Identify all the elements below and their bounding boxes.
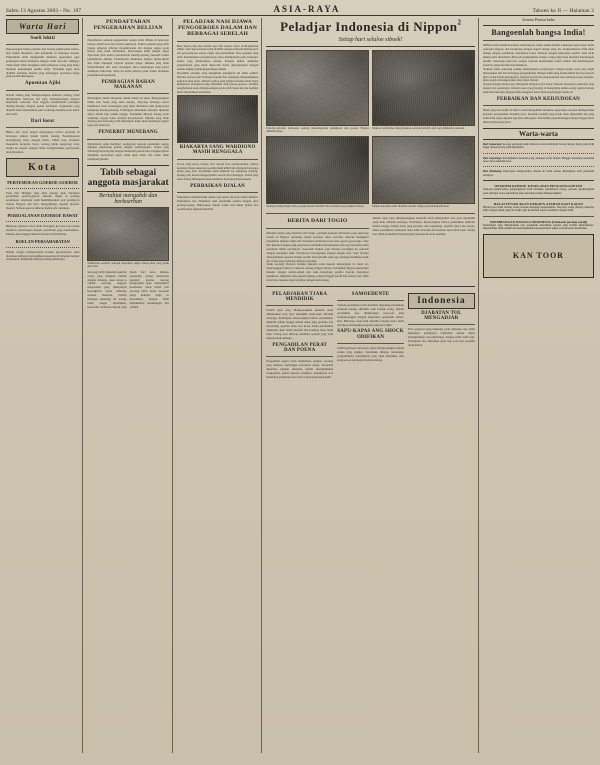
col3-head-2: RIAKARYA SANG WARDIONO MASIH RENGGALA: [179, 145, 256, 156]
col1-section-0-title: Soeli lekiti: [30, 36, 56, 41]
col2-head-3: PENERBIT MENEBANG: [98, 130, 158, 136]
col3-photo: [177, 95, 258, 143]
sapu-kapas-head: SAPU-KAPAS ANG SHOCK ODIFIKAN: [337, 329, 404, 340]
column-3: [177, 18, 262, 753]
pengadilan-head: PENGADILAN PERAT DAN POENA: [272, 342, 328, 353]
column-2: [87, 18, 172, 753]
feature-title-sup: 2: [457, 18, 461, 27]
col1-section-2-text: Berita dari loear negeri menjatakan bahwa keadaan di beberapa tempat masih belum tenang. Pertempoeran berlangsung terus dengan hebat. Pihak jang bertahan menderita kerugian besar, sedang pihak penjerang terus madju ke moeka dengan tidak menghiraukan perlawanan jang diberikan.: [6, 130, 80, 154]
djabatan-head: DJABATAN TOL MENGADJAR: [421, 310, 462, 322]
column-1: [6, 18, 83, 753]
warta-item-2: [483, 170, 594, 177]
col3-head-1: PELADJAR NASI DJAWA PENGOEROES DALAM DAN BERBAGAI SEBELAH: [178, 19, 258, 37]
warta-item-1-text: Pertundjukan kesenian jang diadakan pada malam Minggu mendapat perhatian besar dari penduduk kota.: [482, 156, 595, 163]
feature-photo-2-caption: Waktoe beristirahat dipergunakan oentoek berlatih olah raga dihalaman sekolah.: [372, 126, 465, 130]
column-4-feature: [266, 18, 479, 753]
peladjaran-text: Dalam rapat jang dilangsoengkan kemarin telah dibitjarakan soal tjara mendidik anak-anak didalam keluarga. Pembitjara menerangkan bahwa pendidikan didalam rumah tangga adalah dasar jang pertama dan terpenting. Apabila dasar itoe koeat, maka pendidikan disekolah akan lebih moedah dan hasilnja akan lebih baik. Orang toea diharap memberi tjontoh jang baik kepada anak-anaknja.: [266, 308, 334, 340]
perbaikan-head: PERBAIKAN DAN KEDJUDOEAN: [496, 96, 580, 102]
box-item-0-text: Oentoek memberantas pengangguran telah diadakan pendaftaran tenaga oentoek dipekerdjakan pada pelbagai roepa pekerdjaan jang sekarang sedang dilangsoengkan.: [482, 188, 595, 195]
warta-warta-head: Warta-warta: [483, 128, 594, 140]
kota-item-0-title: PERTEMOEAN GOEROE-GOEROE: [7, 179, 79, 185]
feature-photo-3: [266, 136, 369, 204]
warta-hari-logo: Warta Hari: [6, 19, 79, 34]
masthead-title: ASIA-RAYA: [273, 4, 341, 14]
column-5: [483, 18, 594, 753]
peladjaran-head: PELADJARAN TJARA MENDIDIK: [272, 291, 328, 303]
kota-item-2-title: BOELAN PERSAHABATAN: [15, 238, 70, 244]
box-item-1-text: Pinjam-pasa telah bersiap sedia oentoek mendjaga keselamatan. Tiap-tiap orang diharap bekerdja sama dengan pihak jang berwadjib agar keamanan dapat terpelihara dengan baik.: [482, 206, 595, 213]
col3-text-3: Toean jang baroe datang dari daerah itoe mentjeritakan, bahwa keadaan disana sekarang soedah djauh lebih baik daripada beberapa bulan jang lalu. Penduduk telah kembali ke kampung masing-masing dan mulai mengerdjakan sawah dan ladangnja. Panen jang akan datang diharapkan akan memberi hasil jang memuaskan.: [176, 161, 259, 182]
kota-item-1-title: PERDJALANAN DJOEROE RAWAT: [7, 213, 78, 219]
bangoenlah-headline: Bangoenlah bangsa India!: [491, 28, 586, 37]
box-item-0-head: OEMOEM KOMOE: KESELATAN PENGANGGOETAN: [494, 184, 583, 189]
seroean-kicker: Seroean Poetera India: [522, 18, 555, 22]
tabib-photo-caption: Pemberian soeloeh oentoek keperluan rakjat didesa-desa jang djauh dari kota.: [87, 260, 169, 269]
warta-item-2-text: Pekerdjaan memperbaiki saluran air telah selesai dikerdjakan oleh penduduk setempat.: [482, 170, 595, 177]
kota-item-1-text: Beberapa djoeroe rawat telah berangkat ke loear kota untuk memberi pertolongan kepada penduduk jang memerlukan. Mereka akan tinggal disana beberapa hari lamanja.: [6, 224, 80, 236]
djabatan-text: Para pegawai jang bekerdja pada djabatan itoe telah mendapat peladjaran tambahan supaja dapat mendjalankan kewadjibannja dengan lebih baik lagi. Peladjaran itoe diberikan pada tiap sore hari sesudah djam kantor.: [407, 327, 475, 347]
box-item-1-head: BALAI TENAH AKAN KEROEN AJAHAN KAFI KAFAN: [493, 202, 584, 207]
box-item-2-text: Sumbangan jang dikumpulkan dari penduduk diserahkan kepada jang berhak menerimanja. Djoemlahnja tidak sedikit dan menundjukkan besarnja hasrat rakjat oentoek ikoet membantu.: [482, 223, 595, 231]
col3-head-3: PERBAIKAN DJALAN: [190, 184, 245, 190]
tabib-subhead: Bertabiat mengabdi dan berkoerban: [99, 192, 158, 205]
feature-subtitle: Setiap hari selaloe siboek!: [338, 37, 403, 43]
col2-head-2: PEMBAGIAN BAHAN MAKANAN: [101, 79, 155, 90]
tabib-headline: Tabib sebagai anggota masjarakat: [87, 165, 168, 192]
feature-photo-row-2: [266, 136, 475, 210]
col3-text-2: Djoemlah peladjar jang mengikuti peladjaran ini tidak sedikit. Mereka berasal dari berbagai daerah dan semuanja menundjukkan kegiatan jang besar. Dalam waktoe jang singkat mereka telah dapat menguasai peladjaran jang diberikan oleh goeroe-goeroe. Oedjian penghabisan akan dilangsoengkan pada achir bulan ini dan hasilnja akan diumumkan kemudian.: [176, 70, 259, 95]
feature-title: Peladjar Indonesia di Nippon: [280, 19, 458, 34]
pengadilan-text: Pengadilan negeri telah memeriksa perkara seorang jang didakwa melanggar peraturan harga. Sesoedah diperiksa dengan saksama, hakim mendjatuhkan hoekoeman denda kepada terdakwa. Keputusan itoe mendapat perhatian besar dari orang banjak jang hadir.: [266, 359, 334, 379]
warta-item-2-title: Dari Bandoeng: [482, 170, 502, 174]
page-columns: [6, 18, 594, 753]
tabib-article-text: Seorang tabib bukanlah sekedar orang jang mentjari nafkah dengan ilmunja, akan tetapi ia adalah seorang anggota masjarakat jang mempunjai kewadjiban besar terhadap sesama manusia. Dalam keadaan sekarang ini tenaga tabib sangat diperlukan, teroetama didaerah-daerah jang djauh dari kota, dimana penduduk sering menderita penjakit karena kurang mengetahui tjara memelihara kesehatan. Oleh sebab itoe seorang tabib harus bersedia pergi kemana sadja ia diperlukan, dengan tidak memikirkan keuntungan diri sendiri.: [87, 269, 169, 309]
feature-photo-1-caption: Peladjar-peladjar Indonesia sedang mendengarkan peladjaran dari goeroe Nippon didalam kelas.: [266, 126, 370, 134]
sapu-kapas-text: Pembagian kain dan kapas akan dilangsoengkan dalam waktu jang singkat. Penduduk diharap menunggu pengumuman selandjutnja jang akan diberikan oleh pengoeroes kampung masing-masing.: [337, 345, 404, 362]
feature-right-text: Dalam rapat jang dilangsoengkan kemarin telah dibitjarakan soal tjara mendidik anak-anak didalam keluarga. Pembitjara menerangkan bahwa pendidikan didalam rumah tangga adalah dasar jang pertama dan terpenting. Apabila dasar itoe koeat, maka pendidikan disekolah akan lebih moedah dan hasilnja akan lebih baik. Orang toea diharap memberi tjontoh jang baik kepada anak-anaknja.: [372, 216, 475, 237]
feature-banner: [266, 18, 475, 43]
col1-section-2-title: Dari loear: [30, 118, 55, 124]
warta-item-0-title: Dari Semarang: [482, 142, 502, 146]
berita-togio-text-1: Menurut berita jang diterima dari Togio, peladjar-peladjar Indonesia jang sekarang berada di Nippon semuanja dalam keadaan sehat wal'afiat. Mereka mengikuti peladjaran dengan radjin dan mendapat perhatian besar dari goeroe-goeroenja. Tiap hari mereka bangun pagi-pagi benar, kemudian melakoekan olah raga bersama-sama sebeloem mulai peladjaran. Sesoedah makan pagi mereka berangkat ke sekolah dengan berdjalan kaki. Peladjaran berlangsung sampai tengah hari. Sore harinja dipergunakan oentoek belajar sendiri atau berlatih olah raga. Dengan demikian tidak ada waktu jang terbuang dengan pertjuma.: [266, 231, 369, 263]
col1-section-1-text: Dalam sidang jang dilangsoengkan kemarin petang, telah dibitjarakan beberapa hal jang berhoeboengan dengan keperluan oemoem. Para anggota memberikan pendapat masing-masing dengan penuh perhatian. Keputusan jang diambil akan diumumkan pada waktunja melalui surat kabar dan radio.: [6, 92, 80, 117]
perbaikan-text: Pihak jang berwadjib di Djawa telah mengambil tindakan seperlunja oentoek memperbaiki keadaan peroemahan didalam kota. Roemah-roemah jang rusak akan diperbaiki dan jang telah tidak dapat dipakai lagi akan dibongkar. Penduduk jang kehilangan tempat tinggal akan diberi tempat jang baru.: [482, 108, 595, 124]
bangoenlah-text-1: PABILA kita melihat keadaan sekarang ini, maka sudah tibalah waktunja bagi bangsa India oentoek bangoen dan berdjoang dengan segala tenaga jang ada. Kemerdekaan tidak akan datang dengan sendirinja, melainkan harus direboet dengan kekoeatan sendiri. Kita telah tjukup lama menderita dibawah pendjadjahan bangsa asing jang hanja mentjari keuntungan sendiri. Sekarang telah tiba saatnja oentoek menentukan nasib sendiri dan membangoen tanah air jang merdeka dan makmoer.: [482, 43, 595, 67]
feature-photo-row-1: [266, 50, 475, 136]
col3-text-4: Pekerdjaan memperbaiki djalan raja antara dua kota telah dimulai. Pekerdjaan itoe dilakukan oleh penduduk sendiri dengan tjara gotong-rojong. Diharapkan dalam waktu dua bulan djalan itoe soedah dapat dipakai kembali.: [176, 195, 259, 212]
samoedente-head: SAMOEDENTE: [351, 291, 390, 297]
feature-photo-4: [372, 136, 475, 204]
warta-item-0-text: Seorang pedagang telah didenda karena mendjual barang dengan harga jang lebih tinggi daripada jang telah ditetapkan.: [482, 142, 595, 150]
box-item-2-head: SOEMBANGAN BANGSA INDONESIA (Oentoek perang soetji): [489, 219, 588, 224]
feature-photo-3-caption: Sedang mempeladjari ilmoe pengetahuan didalam laboratorium jang lengkap alatnja.: [266, 203, 365, 208]
bangoenlah-text-2: Seluruh dunia sekarang sedang menjaksikan perdjoangan bangsa-bangsa Asia jang ingin melepaskan diri dari belenggu pendjadjahan. Bangsa India jang berdjoemlah beratoes djoeta djiwa tidak boleh ketinggalan. Dengan persatuan jang koekoeh dan semangat jang menjala-njala, segala rintangan pasti akan dapat diatasi.: [482, 66, 595, 83]
col2-head-1: PENDAFTARAN PENGERAHAN BELIJAN: [93, 19, 163, 31]
col1-section-1-title: Apoentan Ajibi: [25, 81, 61, 87]
warta-item-1: [483, 157, 594, 164]
col1-section-0-text: Kekoerangan bahan pakaian dan barang kebutoehan sehari-hari masih dirasakan oleh penduduk di beberapa daerah. Pemerintah telah mengambil tindakan seperlunya agar pembagian dapat berdjalan dengan tertib dan adil, sehingga rakjat ketjil tidak dirugikan oleh perbuatan orang jang hanja mentjari keuntungan sendiri sadja. Tindakan tegas akan diambil terhadap mereka jang melanggar peraturan harga jang soedah ditetapkan.: [6, 47, 80, 79]
col2-text-3: Pemerintah telah memberi peringatan kepada penduduk supaja djangan menebang pohon dengan sembarangan. Kajoe jang ditebang harus diganti dengan menanam pohon baru. Dengan djalan demikian persediaan kajoe tidak akan habis dan tanah tidak mendjadi gundul.: [87, 141, 169, 162]
samoedente-text: Sebuah pertemuan telah diadakan digedung pertemuan kemarin petang, dihadliri oleh banjak orang. Dalam pertemuan itoe dibitjarakan soal-soal jang berhoeboengan dengan keperluan penduduk sehari-hari. Beberapa usul telah diterima dengan suara bulat dan akan disampaikan kepada jang berwadjib.: [337, 303, 404, 327]
kota-item-2-text: Dalam rangka memperingati boelan persahabatan akan diadakan pelbagai pertundjukan kesenian di beberapa tempat dalam kota. Penduduk diharap datang melihatnja.: [6, 249, 80, 262]
berita-togio-text-2: Salah seorang diantara mereka menulis surat kepada keluarganja di tanah air, menerangkan bahwa ia merasa senang tinggal disana. Penduduk Nippon menerima mereka dengan ramah-tamah dan suka menolong apabila mereka mendapat kesukaran. Makanan dan pakaian tjukup, tempat tinggal bersih dan teratur rapi. Oleh sebab itoe mereka dapat beladjar dengan hati tenang.: [266, 262, 369, 282]
warta-item-0: [483, 143, 594, 150]
masthead: [6, 4, 594, 16]
kota-section-header: Kota: [6, 158, 79, 177]
tabib-photo: [87, 207, 168, 261]
feature-photo-1: [266, 50, 369, 126]
berita-togio-head: BERITA DARI TOGIO: [287, 218, 348, 225]
col3-text-1: Hari Senin jang lalu dalam tapa dari kantor besar di Betjamatan rimba. Satu kepoetoesan telah diambil dengan maksud mempererat tali persaudaraan antara rakjat dan pemerintah. Para peladjar jang telah menamatkan peladjarannja akan ditempatkan pada beberapa kantor jang memerlukan tenaga. Dengan djalan demikian pengetahuan jang telah diperoleh dapat dipergunakan dengan sebaik-baiknja untuk kepentingan umum.: [176, 43, 259, 71]
bangoenlah-text-3: Seroean bangsa India jang diutjapkan didepan rapat besar kemarin mendapat sambutan jang hangat dari pendengar. Dengan suara jang lantang ia mengadjak semua orang supaja bersatu padu dan bekerdja dengan tidak mengenal lelah demi kepentingan tanah air.: [482, 82, 595, 95]
col2-text-2: Pembagian bahan makanan untuk bulan ini akan dilangsungkan mulai hari Senin jang akan datang. Tiap-tiap keluarga harus membawa surat keterangan jang telah diberikan oleh pengoeroes kampung masing-masing. Pembagian dilakukan menurut djumlah djiwa dalam tiap rumah tangga. Penduduk diharap datang pada waktunja supaja tidak terdjadi keroeboetan. Mereka jang tidak datang pada hari jang telah ditetapkan tidak akan mendapat bagian lagi pada bulan ini.: [87, 96, 169, 128]
feature-photo-2: [372, 50, 475, 126]
col2-text-1: Pendaftaran oentoek pengerahan tenaga telah dibuka di beberapa tempat dalam kota dan daerah sekitarnja. Semua pemuda jang telah tjukup umurnja diharap mendaftarkan diri dengan segera pada kantor jang telah ditentukan. Keterangan lebih landjut dapat diperoleh pada kantor pendaftaran masing-masing sesudah waktu pendaftaran ditutup. Pendaftaran dilakukan dengan tjuma-tjuma dan tidak dipungut bajaran apapun djuga. Mereka jang telah mendaftarkan diri akan mendapat surat keterangan jang harus disimpan baik-baik. Surat itu harus dibawa pada waktu diadakan pemeriksaan kesehatan.: [87, 37, 169, 77]
masthead-right: Tahoen ke II — Halaman 2: [532, 8, 594, 14]
indonesia-section-header: Indonesia: [408, 293, 475, 309]
warta-item-1-title: Dari Soerabaja: [482, 156, 502, 160]
advertisement-box[interactable]: KAN TOOR: [483, 234, 594, 278]
kota-item-0-text: Pada hari Minggu jang akan datang akan diadakan pertemuan goeroe-goeroe sekolah rakjat di gedung pertemuan. Atjaranja ialah membitjarakan soal peladjaran bahasa Nippon dan tjara mengadjarnja kepada moerid-moerid. Semoea goeroe diharap hadir pada waktunja.: [6, 190, 80, 211]
feature-photo-4-caption: Makan bersama-sama didalam asrama dengan penuh kegembiraan.: [372, 203, 450, 208]
masthead-left: Sabtu 13 Agustus 2603 - No. 197: [6, 8, 82, 14]
